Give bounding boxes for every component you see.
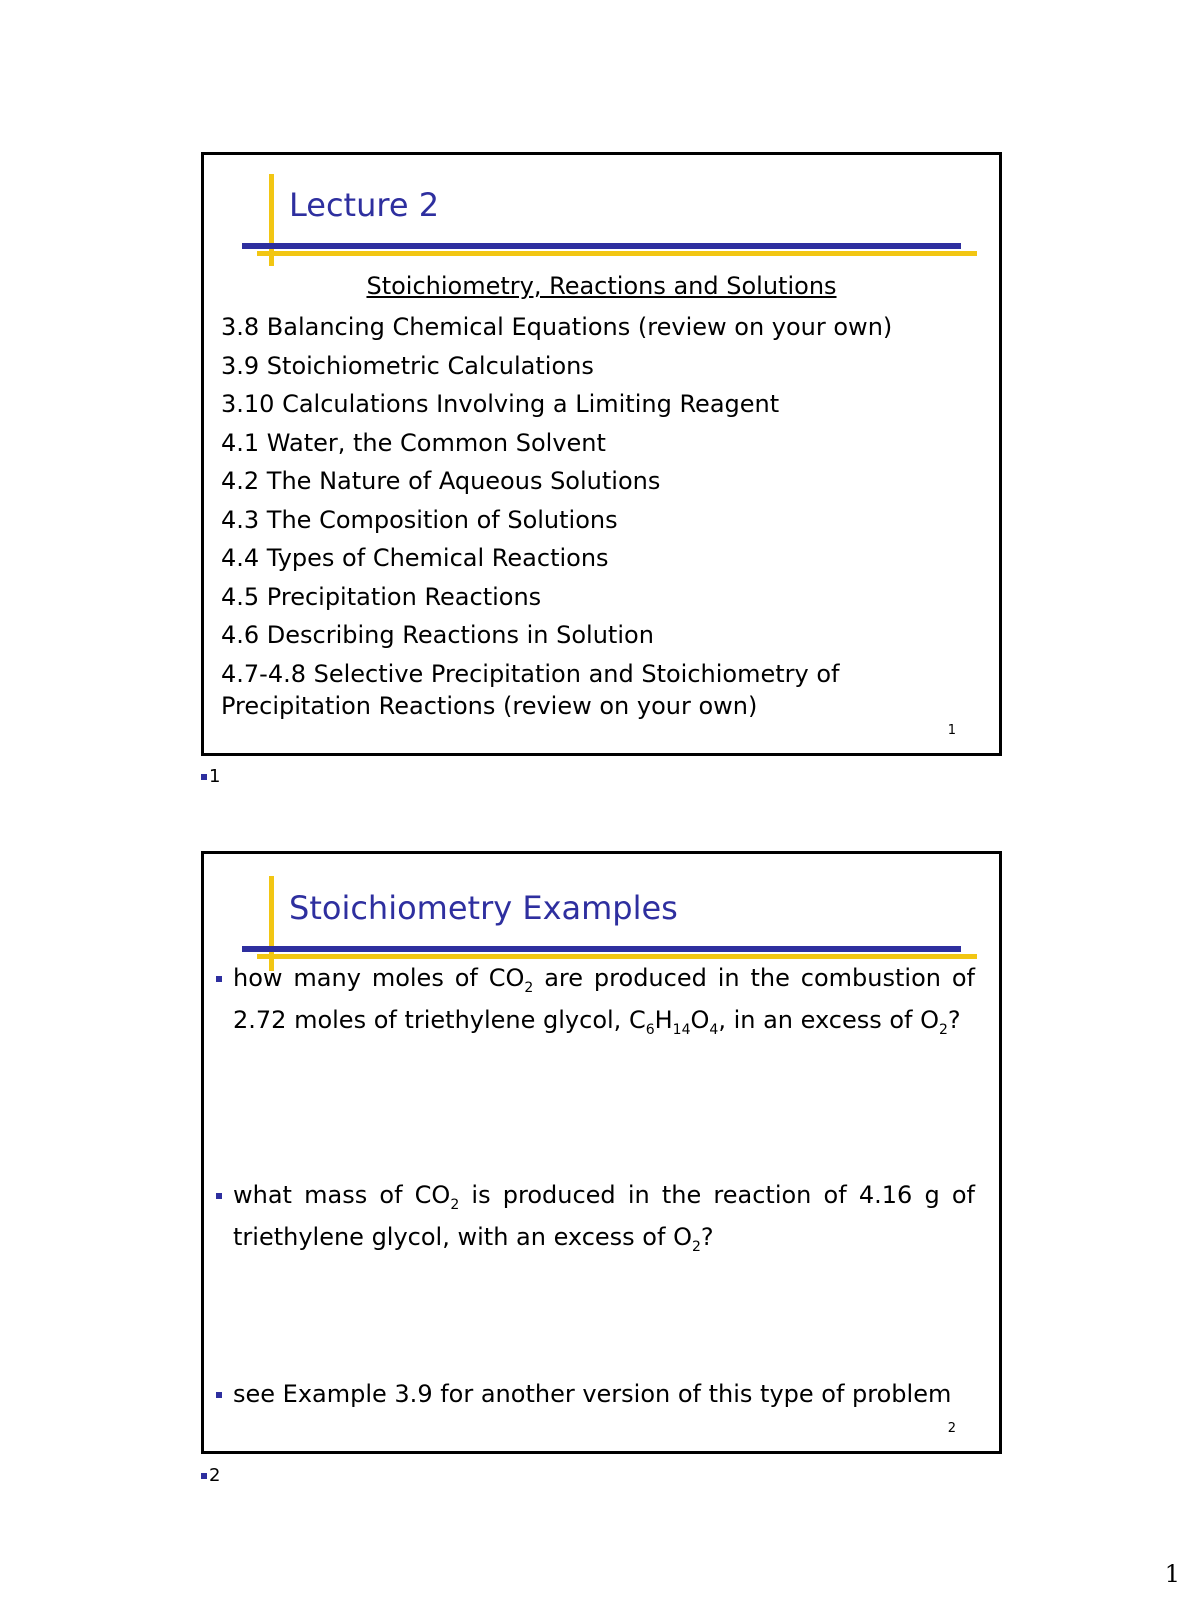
- example-question-mass: [216, 1179, 975, 1263]
- slide-lecture-2: [201, 152, 1002, 756]
- title-underline-gold: [257, 251, 977, 256]
- slide-page-label-text: 1: [209, 766, 221, 787]
- topic-item: 4.1 Water, the Common Solvent: [221, 428, 606, 457]
- slide-page-label: [201, 766, 220, 787]
- bullet-text: what mass of $CO_2$ is produced in the reaction of 4.16 g of triethylene glycol, with an excess of $O_2$?: [233, 1181, 975, 1255]
- topic-item: 4.7-4.8 Selective Precipitation and Stoichiometry of Precipitation Reactions (review on your own): [221, 659, 840, 720]
- topic-item: 3.8 Balancing Chemical Equations (review on your own): [221, 313, 893, 341]
- topic-item: 4.3 The Composition of Solutions: [221, 505, 618, 534]
- square-bullet-icon: [216, 976, 222, 982]
- topic-item: 4.5 Precipitation Reactions: [221, 582, 542, 611]
- title-underline-gold: [257, 954, 977, 959]
- square-bullet-icon: [216, 1392, 222, 1398]
- title-underline-blue: [242, 243, 961, 249]
- topic-item: 3.9 Stoichiometric Calculations: [221, 351, 594, 380]
- topic-item: 4.4 Types of Chemical Reactions: [221, 544, 609, 572]
- title-underline-blue: [242, 946, 961, 952]
- square-bullet-icon: [201, 774, 207, 780]
- topic-list: [221, 308, 979, 722]
- topic-item: 4.2 The Nature of Aqueous Solutions: [221, 467, 661, 495]
- slide-title: Lecture 2: [289, 186, 440, 224]
- slide-number: 1: [947, 723, 956, 738]
- square-bullet-icon: [201, 1473, 207, 1479]
- topic-item: 3.10 Calculations Involving a Limiting Reagent: [221, 390, 780, 418]
- example-question-moles: [216, 962, 975, 1046]
- topic-item: 4.6 Describing Reactions in Solution: [221, 621, 654, 649]
- example-reference: [216, 1378, 975, 1410]
- slide-page-label: [201, 1465, 220, 1486]
- slide-stoichiometry-examples: [201, 851, 1002, 1454]
- slide-subtitle: Stoichiometry, Reactions and Solutions: [366, 272, 837, 300]
- square-bullet-icon: [216, 1193, 222, 1199]
- slide-page-label-text: 2: [209, 1465, 221, 1486]
- bullet-text: how many moles of $CO_2$ are produced in the combustion of 2.72 moles of triethylene glycol, $C_6H_{14}O_4$, in an excess of $O_2$?: [233, 964, 976, 1038]
- sheet-page-number: 1: [1164, 1560, 1180, 1588]
- bullet-text: see Example 3.9 for another version of this type of problem: [233, 1380, 952, 1408]
- slide-title: Stoichiometry Examples: [289, 889, 678, 927]
- slide-number: 2: [947, 1421, 956, 1436]
